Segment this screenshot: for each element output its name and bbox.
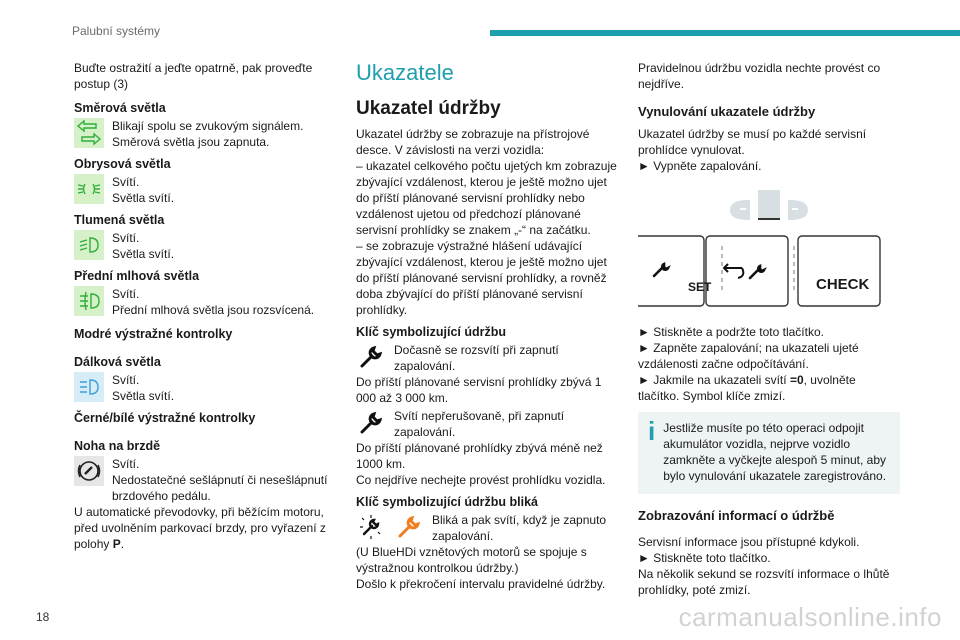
wrench-orange-icon — [394, 512, 424, 542]
maintenance-para2: – ukazatel celkového počtu ujetých km zobrazuje zbývající vzdálenost, kterou je ještě možno ujet do příští plánované servisní prohlídky nebo vzdálenost ujetou od předchozí plánované servisní prohlídky se znakem „-“ na začátku. — [356, 159, 617, 237]
front-fog-title: Přední mlhová světla — [74, 269, 200, 283]
main-beam-line1: Svítí. — [112, 373, 140, 387]
turn-signal-entry — [74, 118, 336, 150]
wrench2-after1: Do příští plánované prohlídky zbývá méně než 1000 km. — [356, 441, 603, 471]
side-lights-title: Obrysová světla — [74, 157, 171, 171]
display-para1: Servisní informace jsou přístupné kdykoli. — [638, 535, 860, 549]
column-right — [638, 60, 900, 598]
brake-line2: Nedostatečné sešlápnutí či nesešlápnutí brzdového pedálu. — [112, 473, 328, 503]
wrench-entry-2 — [356, 408, 618, 440]
dipped-beam-entry — [74, 230, 336, 262]
column-middle — [356, 60, 618, 592]
set-label: SET — [688, 280, 712, 294]
display-step: ► Stiskněte toto tlačítko. — [638, 551, 771, 565]
blink-text: Bliká a pak svítí, když je zapnuto zapalování. — [432, 513, 607, 543]
info-text: Jestliže musíte po této operaci odpojit akumulátor vozidla, nejprve vozidlo zamkněte a vyčkejte alespoň 5 minut, aby bylo vynulování ukazatele zaregistrováno. — [663, 421, 887, 483]
header-accent-bar — [490, 30, 960, 36]
wrench-steady-icon — [356, 408, 386, 438]
dashboard-center — [758, 190, 780, 220]
dipped-beam-title: Tlumená světla — [74, 213, 165, 227]
maintenance-para3: – se zobrazuje výstražné hlášení udávající zbývající vzdálenost, kterou je ještě možno ujet do příští plánované servisní prohlídky, a rovněž doba zbývající do příští plánované servisní prohlídky. — [356, 239, 607, 317]
front-fog-icon — [74, 286, 104, 316]
step3: ► Zapněte zapalování; na ukazateli ujeté vzdálenosti začne odpočítávání. — [638, 341, 859, 371]
maintenance-heading: Ukazatel údržby — [356, 98, 501, 119]
section-title: Ukazatele — [356, 60, 454, 85]
side-lights-line1: Svítí. — [112, 175, 140, 189]
back-wrench-button[interactable] — [706, 236, 788, 306]
front-fog-line1: Svítí. — [112, 287, 140, 301]
step2: ► Stiskněte a podržte toto tlačítko. — [638, 325, 824, 339]
wrench2-after2: Co nejdříve nechejte provést prohlídku vozidla. — [356, 473, 606, 487]
step4 — [638, 372, 900, 404]
side-lights-line2: Světla svítí. — [112, 191, 175, 205]
wrench-blinking-icon — [356, 512, 386, 542]
brake-line1: Svítí. — [112, 457, 140, 471]
step4-post: , uvolněte tlačítko. Symbol klíče zmizí. — [638, 373, 856, 403]
wrench-blink-heading: Klíč symbolizující údržbu bliká — [356, 495, 538, 509]
display-heading: Zobrazování informací o údržbě — [638, 508, 835, 523]
col3-para1: Pravidelnou údržbu vozidla nechte provést co nejdříve. — [638, 61, 881, 91]
wrench-entry-1 — [356, 342, 618, 374]
dipped-beam-icon — [74, 230, 104, 260]
brake-line2-indent — [74, 472, 336, 504]
maintenance-para1: Ukazatel údržby se zobrazuje na přístrojové desce. V závislosti na verzi vozidla: — [356, 127, 590, 157]
check-button[interactable] — [798, 236, 880, 306]
page-number: 18 — [36, 610, 50, 624]
display-para2: Na několik sekund se rozsvítí informace o lhůtě prohlídky, poté zmizí. — [638, 567, 890, 597]
brake-extra-pre: U automatické převodovky, při běžícím motoru, před uvolněním parkovací brzdy, pro vyřazení z polohy — [74, 505, 326, 551]
dipped-beam-line1: Svítí. — [112, 231, 140, 245]
check-label: CHECK — [816, 276, 870, 293]
watermark: carmanualsonline.info — [678, 602, 942, 632]
turn-signal-title: Směrová světla — [74, 101, 166, 115]
wrench1-after: Do příští plánované servisní prohlídky zbývá 1 000 až 3 000 km. — [356, 375, 602, 405]
bw-warnings-heading: Černé/bílé výstražné kontrolky — [74, 411, 256, 425]
info-icon: i — [648, 416, 656, 446]
dashboard-buttons-illustration — [638, 188, 900, 318]
brake-extra — [74, 504, 336, 552]
turn-signal-line2: Směrová světla jsou zapnuta. — [112, 135, 270, 149]
info-box — [638, 412, 900, 494]
column-left — [74, 60, 336, 552]
turn-signal-line1: Blikají spolu se zvukovým signálem. — [112, 119, 304, 133]
brake-title: Noha na brzdě — [74, 439, 161, 453]
dipped-beam-line2: Světla svítí. — [112, 247, 175, 261]
brake-extra-bold: P — [112, 537, 121, 551]
side-lights-icon — [74, 174, 104, 204]
step4-pre: ► Jakmile na ukazateli svítí — [638, 373, 790, 387]
wrench-blink-entry — [356, 512, 618, 544]
turn-signal-icon — [74, 118, 104, 148]
front-fog-entry — [74, 286, 336, 318]
foot-on-brake-icon — [74, 456, 104, 486]
brake-extra-post: . — [120, 537, 125, 551]
wrench1-text: Dočasně se rozsvítí při zapnutí zapalování. — [394, 343, 559, 373]
front-fog-line2: Přední mlhová světla jsou rozsvícená. — [112, 303, 315, 317]
reset-para: Ukazatel údržby se musí po každé servisní prohlídce vynulovat. — [638, 127, 867, 157]
wrench-heading: Klíč symbolizující údržbu — [356, 325, 507, 339]
wrench-icon — [356, 342, 386, 372]
wrench2-text: Svítí nepřerušovaně, při zapnutí zapalování. — [394, 409, 565, 439]
reset-heading: Vynulování ukazatele údržby — [638, 104, 816, 119]
main-beam-entry — [74, 372, 336, 404]
main-beam-title: Dálková světla — [74, 355, 161, 369]
step4-bold: =0 — [789, 373, 804, 387]
main-beam-icon — [74, 372, 104, 402]
side-lights-entry — [74, 174, 336, 206]
dashboard-drawing — [638, 188, 900, 318]
running-header: Palubní systémy — [72, 24, 161, 38]
blue-warnings-heading: Modré výstražné kontrolky — [74, 327, 233, 341]
set-button[interactable] — [638, 236, 704, 306]
step1: ► Vypněte zapalování. — [638, 159, 762, 173]
main-beam-line2: Světla svítí. — [112, 389, 175, 403]
intro-text: Buďte ostražití a jeďte opatrně, pak proveďte postup (3) — [74, 61, 313, 91]
blink-after1: (U BlueHDi vznětových motorů se spojuje s výstražnou kontrolkou údržby.) — [356, 545, 587, 575]
blink-after2: Došlo k překročení intervalu pravidelné údržby. — [356, 577, 606, 591]
